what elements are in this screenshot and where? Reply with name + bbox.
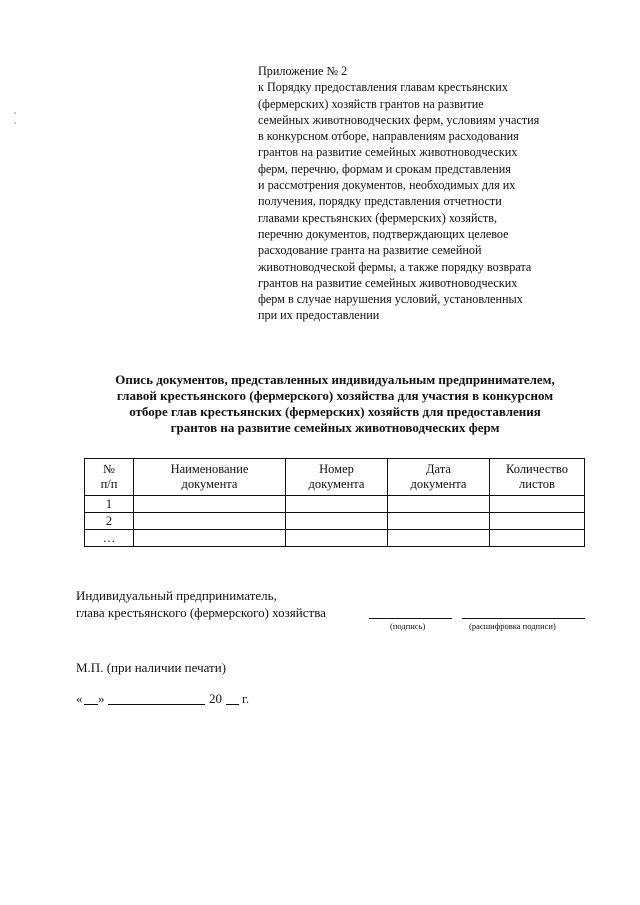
appendix-line: и рассмотрения документов, необходимых для их [258,178,516,193]
table-cell [388,530,490,547]
date-year-field [226,704,239,705]
scan-mark [14,112,16,114]
title-line: грантов на развитие семейных животноводческих ферм [170,420,500,435]
table-cell [490,530,585,547]
table-row [85,513,585,530]
appendix-line: ферм в случае нарушения условий, установленных [258,292,523,307]
table-cell [286,496,388,513]
table-cell [388,513,490,530]
table-row [85,496,585,513]
title-line: отборе глав крестьянских (фермерских) хозяйств для предоставления [129,404,541,419]
table-cell [388,496,490,513]
appendix-line: при их предоставлении [258,308,380,323]
appendix-line: семейных животноводческих ферм, условиям участия [258,112,540,127]
signature-decode-field [462,618,585,619]
appendix-line: животноводческой фермы, а также порядку возврата [258,259,532,274]
title-line: Опись документов, представленных индивидуальным предпринимателем, [115,372,555,387]
appendix-line: Приложение № 2 [258,64,348,78]
header-cell-doc-number: Номер документа [286,459,388,496]
table-cell [134,513,286,530]
appendix-line: перечню документов, подтверждающих целевое [258,226,509,241]
signature-caption: (подпись) [390,621,426,631]
table-row [85,530,585,547]
table-cell [286,513,388,530]
document-title [60,372,610,436]
appendix-line: (фермерских) хозяйств грантов на развитие [258,96,484,111]
signature-line-2: глава крестьянского (фермерского) хозяйства [76,605,326,620]
date-open-quote: « [76,691,83,706]
table-cell [286,530,388,547]
table-cell [134,496,286,513]
signature-line-1: Индивидуальный предприниматель, [76,588,277,603]
header-cell-name: Наименование документа [134,459,286,496]
date-month-field [108,704,205,705]
date-close-quote: » [98,691,105,706]
appendix-line: к Порядку предоставления главам крестьянских [258,80,508,95]
signature-field [369,618,452,619]
date-day-field [84,704,98,705]
table-header-row [85,459,585,496]
appendix-line: в конкурсном отборе, направлениям расходования [258,129,519,144]
header-cell-sheets: Количество листов [490,459,585,496]
appendix-line: грантов на развитие семейных животноводческих [258,275,518,290]
inventory-table [84,458,585,547]
header-cell-number: № п/п [85,459,134,496]
table-cell: 2 [85,513,134,530]
header-cell-date: Дата документа [388,459,490,496]
table-cell: 1 [85,496,134,513]
appendix-line: расходование гранта на развитие семейной [258,243,482,258]
table-cell [490,496,585,513]
scan-mark [14,122,16,124]
title-line: главой крестьянского (фермерского) хозяйства для участия в конкурсном [116,388,554,403]
table-cell [490,513,585,530]
appendix-line: получения, порядку представления отчетности [258,194,502,209]
date-year-prefix: 20 [209,691,222,706]
table-cell [134,530,286,547]
appendix-line: главами крестьянских (фермерских) хозяйств, [258,210,498,225]
appendix-note [258,63,608,324]
stamp-note: М.П. (при наличии печати) [76,660,227,675]
appendix-line: ферм, перечню, формам и срокам представления [258,161,511,176]
date-year-suffix: г. [242,691,250,706]
signature-decode-caption: (расшифровка подписи) [469,621,556,631]
table-cell: … [85,530,134,547]
appendix-line: грантов на развитие семейных животноводческих [258,145,518,160]
